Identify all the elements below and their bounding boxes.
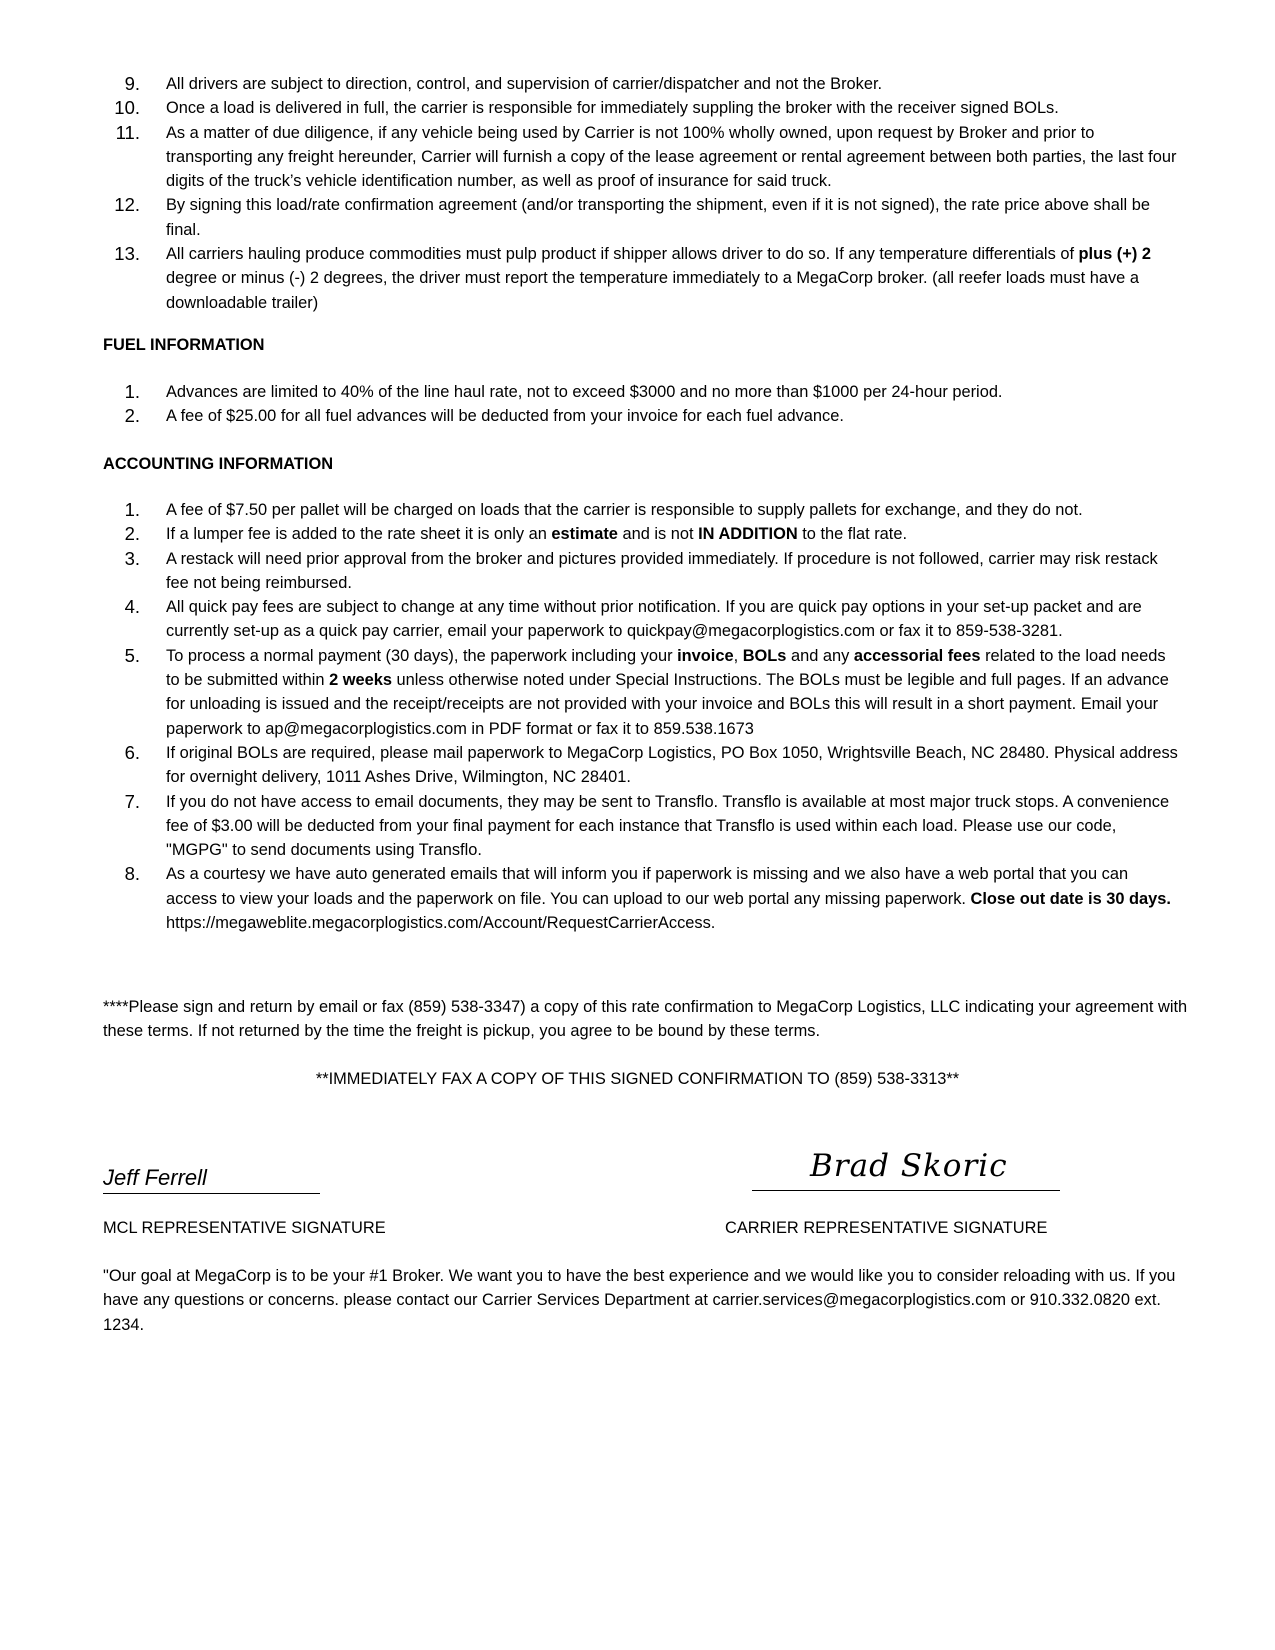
item-text: By signing this load/rate confirmation agreement (and/or transporting the shipment, even if it is not signed), the rate price above shall be final. [166,196,1150,239]
text-run: and is not [617,525,699,544]
list-item [100,862,1180,935]
bold-text: estimate [551,525,618,544]
item-number: 1. [124,381,140,402]
text-run: https://megaweblite.megacorplogistics.com/Account/RequestCarrierAccess. [166,914,716,933]
carrier-signature-label: CARRIER REPRESENTATIVE SIGNATURE [725,1219,1048,1237]
item-text: Once a load is delivered in full, the carrier is responsible for immediately suppling the broker with the receiver signed BOLs. [166,99,1059,118]
list-item [100,741,1180,790]
text-run: degree or minus (-) 2 degrees, the driver must report the temperature immediately to a MegaCorp broker. (all reefer loads must have a downloadable trailer) [166,269,1139,312]
item-text: As a matter of due diligence, if any vehicle being used by Carrier is not 100% wholly owned, upon request by Broker and prior to transporting any freight hereunder, Carrier will furnish a copy of the lease agreement or rental agreement between both parties, the last four digits of the truck’s vehicle identification number, as well as proof of insurance for said truck. [166,123,1177,191]
item-number: 13. [114,243,140,265]
list-item [100,96,1180,120]
item-text: If original BOLs are required, please mail paperwork to MegaCorp Logistics, PO Box 1050, Wrightsville Beach, NC 28480. Physical address for overnight delivery, 1011 Ashes Drive, Wilmington, NC 28401. [166,743,1178,787]
terms-list [100,72,1180,315]
list-item [100,242,1180,315]
item-text: All quick pay fees are subject to change at any time without prior notification. If you are quick pay options in your set-up packet and are currently set-up as a quick pay carrier, email your paperwork to quickpay@megacorplogistics.com or fax it to 859-538-3281. [166,598,1142,641]
sign-return-paragraph: ****Please sign and return by email or fax (859) 538-3347) a copy of this rate confirmation to MegaCorp Logistics, LLC indicating your agreement with these terms. If not returned by the time the freight is pickup, you agree to be bound by these terms. [103,998,1188,1041]
item-number: 2. [124,405,140,427]
bold-text: IN ADDITION [698,525,798,544]
text-run: unless otherwise noted under Special Instructions. The BOLs must be legible and full pages. If an advance for unloading is issued and the receipt/receipts are not provided with your invoice and BOLs this will result in a short payment. Email your paperwork to ap@megacorplogistics.com in PDF format or fax it to 859.538.1673 [166,671,1169,738]
list-item [100,72,1180,96]
list-item [100,547,1180,596]
item-number: 11. [115,121,140,143]
accounting-list [100,498,1180,935]
mcl-signature: Jeff Ferrell [103,1165,207,1190]
mcl-signature-label: MCL REPRESENTATIVE SIGNATURE [103,1219,386,1237]
item-number: 5. [124,644,140,666]
item-text [166,242,1180,315]
text-run: related to the load needs to be submitted within [166,646,1166,690]
bold-text: Close out date is 30 days. [970,889,1171,908]
list-item [100,644,1180,741]
item-text: A fee of $25.00 for all fuel advances will be deducted from your invoice for each fuel advance. [166,407,844,426]
item-text [166,644,1180,741]
accounting-heading: ACCOUNTING INFORMATION [103,455,334,473]
item-text: If you do not have access to email documents, they may be sent to Transflo. Transflo is available at most major truck stops. A convenience fee of $3.00 will be deducted from your final payment for each instance that Transflo is used within each load. Please use our code, "MGPG" to send documents using Transflo. [166,792,1170,860]
item-number: 7. [124,790,140,812]
text-run: To process a normal payment (30 days), the paperwork including your [166,646,678,665]
bold-text: BOLs [742,646,787,665]
list-item [100,595,1180,644]
text-run: As a courtesy we have auto generated emails that will inform you if paperwork is missing and we also have a web portal that you can access to view your loads and the paperwork on file. You can upload to our web portal any missing paperwork. [166,865,1129,908]
item-number: 8. [124,863,140,885]
list-item [100,121,1180,194]
bold-text: invoice [677,646,734,665]
text-run: to the flat rate. [797,525,908,544]
item-text: A fee of $7.50 per pallet will be charged on loads that the carrier is responsible to supply pallets for exchange, and they do not. [166,501,1083,519]
mcl-signature-line [103,1163,320,1194]
bold-text: accessorial fees [853,646,981,665]
bold-text: plus (+) 2 [1078,245,1151,264]
text-run: All carriers hauling produce commodities must pulp product if shipper allows driver to do so. If any temperature differentials of [166,245,1079,264]
carrier-signature-line [752,1190,1060,1191]
list-item [100,498,1180,522]
item-text: Advances are limited to 40% of the line haul rate, not to exceed $3000 and no more than $1000 per 24-hour period. [166,383,1003,401]
fax-notice: **IMMEDIATELY FAX A COPY OF THIS SIGNED CONFIRMATION TO (859) 538-3313** [315,1070,960,1088]
goal-paragraph: "Our goal at MegaCorp is to be your #1 Broker. We want you to have the best experience and we would like you to consider reloading with us. If you have any questions or concerns. please contact our Carrier Services Department at carrier.services@megacorplogistics.com or 910.332.0820 ext. 1234. [103,1267,1176,1334]
item-number: 6. [124,741,140,763]
item-number: 10. [114,97,140,119]
item-number: 1. [124,499,140,520]
list-item [100,790,1180,863]
list-item [100,193,1180,242]
item-number: 12. [114,194,140,216]
item-number: 3. [124,547,140,569]
list-item [100,380,1180,404]
list-item [100,522,1180,546]
list-item [100,404,1180,428]
item-number: 9. [124,73,140,94]
fuel-list [100,380,1180,429]
carrier-signature: Brad Skoric [810,1148,1008,1184]
text-run: , [733,646,743,665]
item-text: All drivers are subject to direction, control, and supervision of carrier/dispatcher and not the Broker. [166,75,883,93]
item-text: A restack will need prior approval from the broker and pictures provided immediately. If procedure is not followed, carrier may risk restack fee not being reimbursed. [166,549,1158,592]
text-run: and any [786,646,854,665]
item-text [166,862,1180,935]
bold-text: 2 weeks [329,671,392,690]
item-number: 4. [124,596,140,618]
text-run: If a lumper fee is added to the rate sheet it is only an [166,525,552,544]
fuel-heading: FUEL INFORMATION [103,336,265,354]
item-text [166,522,1180,546]
item-number: 2. [124,523,140,545]
